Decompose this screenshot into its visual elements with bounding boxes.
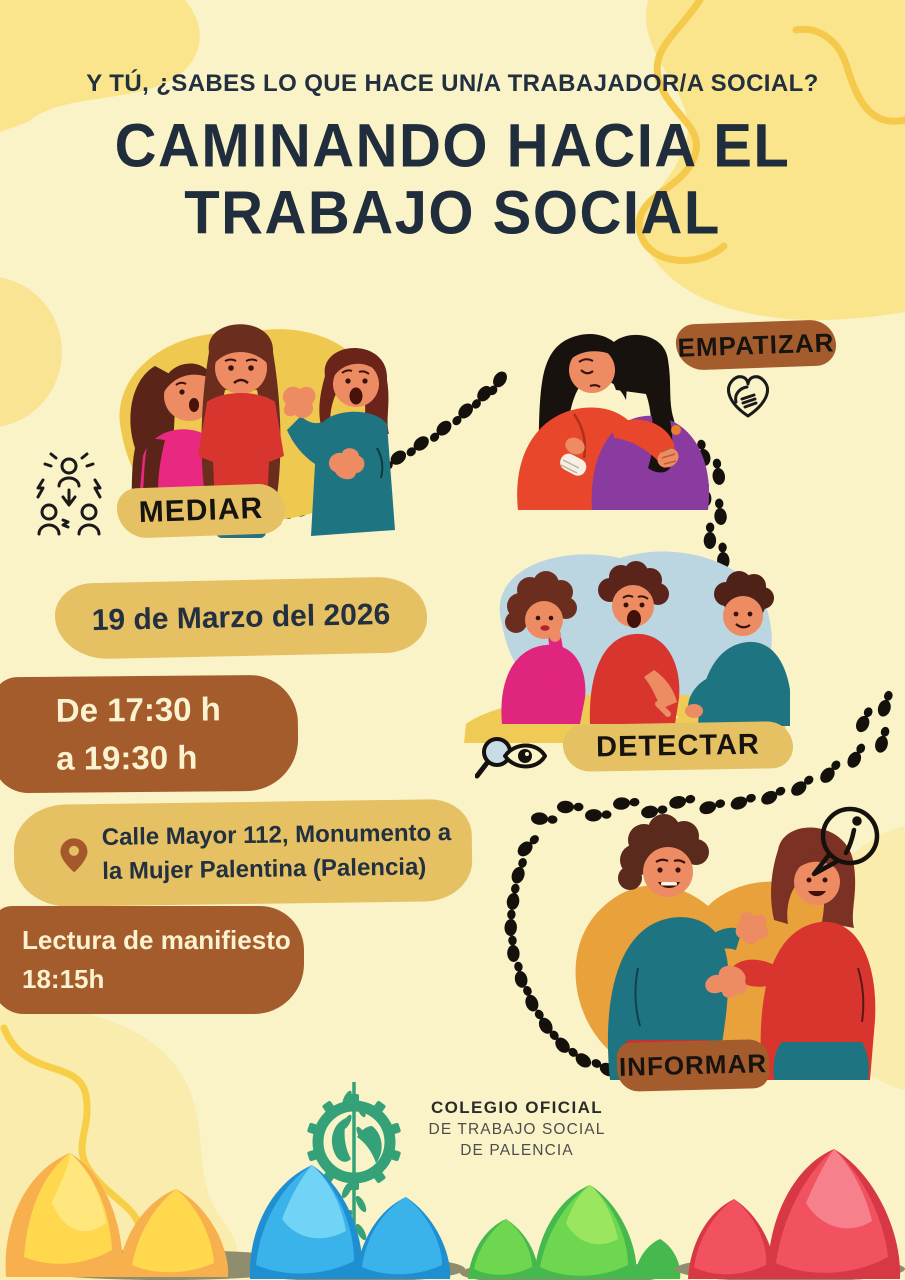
info-speech-bubble-icon [810,800,882,884]
step-label-informar [616,1039,769,1092]
title-line-1: CAMINANDO HACIA EL [114,111,791,181]
poster-title [0,113,905,247]
event-time-line2: a 19:30 h [56,738,198,777]
org-name-line3: DE PALENCIA [460,1142,574,1159]
event-date: 19 de Marzo del 2026 [91,597,391,638]
manifesto-line2: 18:15h [22,964,105,994]
detectar-illustration [458,528,790,743]
time-badge [0,675,299,794]
manifesto-line1: Lectura de manifiesto [22,925,291,955]
title-line-2: TRABAJO SOCIAL [184,178,721,247]
step-label-text: DETECTAR [595,728,761,764]
step-label-detectar [563,721,794,772]
step-label-text: MEDIAR [138,491,264,530]
magnifier-eye-icon [475,730,547,782]
step-label-mediar [116,483,286,539]
mediation-people-icon [33,450,105,538]
step-label-empatizar [675,319,837,371]
org-name-line1: COLEGIO OFICIAL [430,1098,604,1117]
event-location-line2: la Mujer Palentina (Palencia) [102,853,427,885]
heart-hand-icon [720,368,776,424]
poster-question: Y TÚ, ¿SABES LO QUE HACE UN/A TRABAJADOR/A SOCIAL? [86,70,819,97]
event-location-line1: Calle Mayor 112, Monumento a [101,819,452,852]
org-name-line2: DE TRABAJO SOCIAL [428,1121,606,1138]
rocks-decoration [0,1145,905,1280]
manifesto-badge [0,906,304,1014]
location-pin-icon [60,837,88,873]
event-location [102,816,452,888]
date-badge [54,576,428,660]
event-time-line1: De 17:30 h [55,690,222,729]
location-badge [13,799,472,907]
step-label-text: EMPATIZAR [677,326,835,363]
step-label-text: INFORMAR [618,1048,768,1082]
